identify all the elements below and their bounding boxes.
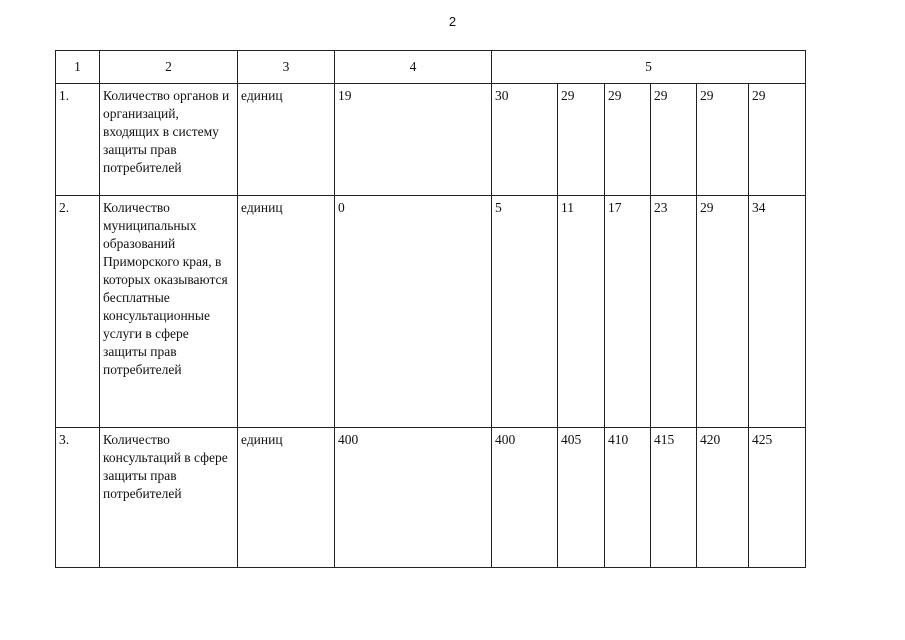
indicator-name: Количество консультаций в сфере защиты прав потребителей <box>100 428 238 568</box>
value-cell: 29 <box>749 84 806 196</box>
indicator-name: Количество органов и организаций, входящих в систему защиты прав потребителей <box>100 84 238 196</box>
unit-cell: единиц <box>238 428 335 568</box>
value-cell: 415 <box>651 428 697 568</box>
table-row <box>56 84 806 196</box>
header-col-1: 1 <box>56 51 100 84</box>
value-cell: 11 <box>558 196 605 428</box>
value-cell: 30 <box>492 84 558 196</box>
value-cell: 29 <box>697 84 749 196</box>
row-number: 1. <box>56 84 100 196</box>
value-cell: 29 <box>697 196 749 428</box>
indicator-name: Количество муниципальных образований Приморского края, в которых оказываются бесплатные консультационные услуги в сфере защиты прав потребителей <box>100 196 238 428</box>
unit-cell: единиц <box>238 196 335 428</box>
base-value: 0 <box>335 196 492 428</box>
value-cell: 425 <box>749 428 806 568</box>
header-col-4: 4 <box>335 51 492 84</box>
indicators-table <box>55 50 806 568</box>
base-value: 19 <box>335 84 492 196</box>
value-cell: 5 <box>492 196 558 428</box>
value-cell: 29 <box>558 84 605 196</box>
row-number: 2. <box>56 196 100 428</box>
unit-cell: единиц <box>238 84 335 196</box>
page-number: 2 <box>448 14 457 29</box>
header-row <box>56 51 806 84</box>
header-col-5: 5 <box>492 51 806 84</box>
row-number: 3. <box>56 428 100 568</box>
value-cell: 400 <box>492 428 558 568</box>
header-col-2: 2 <box>100 51 238 84</box>
value-cell: 29 <box>651 84 697 196</box>
value-cell: 410 <box>605 428 651 568</box>
value-cell: 23 <box>651 196 697 428</box>
value-cell: 34 <box>749 196 806 428</box>
value-cell: 420 <box>697 428 749 568</box>
base-value: 400 <box>335 428 492 568</box>
table-row <box>56 428 806 568</box>
value-cell: 29 <box>605 84 651 196</box>
table-row <box>56 196 806 428</box>
value-cell: 405 <box>558 428 605 568</box>
value-cell: 17 <box>605 196 651 428</box>
header-col-3: 3 <box>238 51 335 84</box>
